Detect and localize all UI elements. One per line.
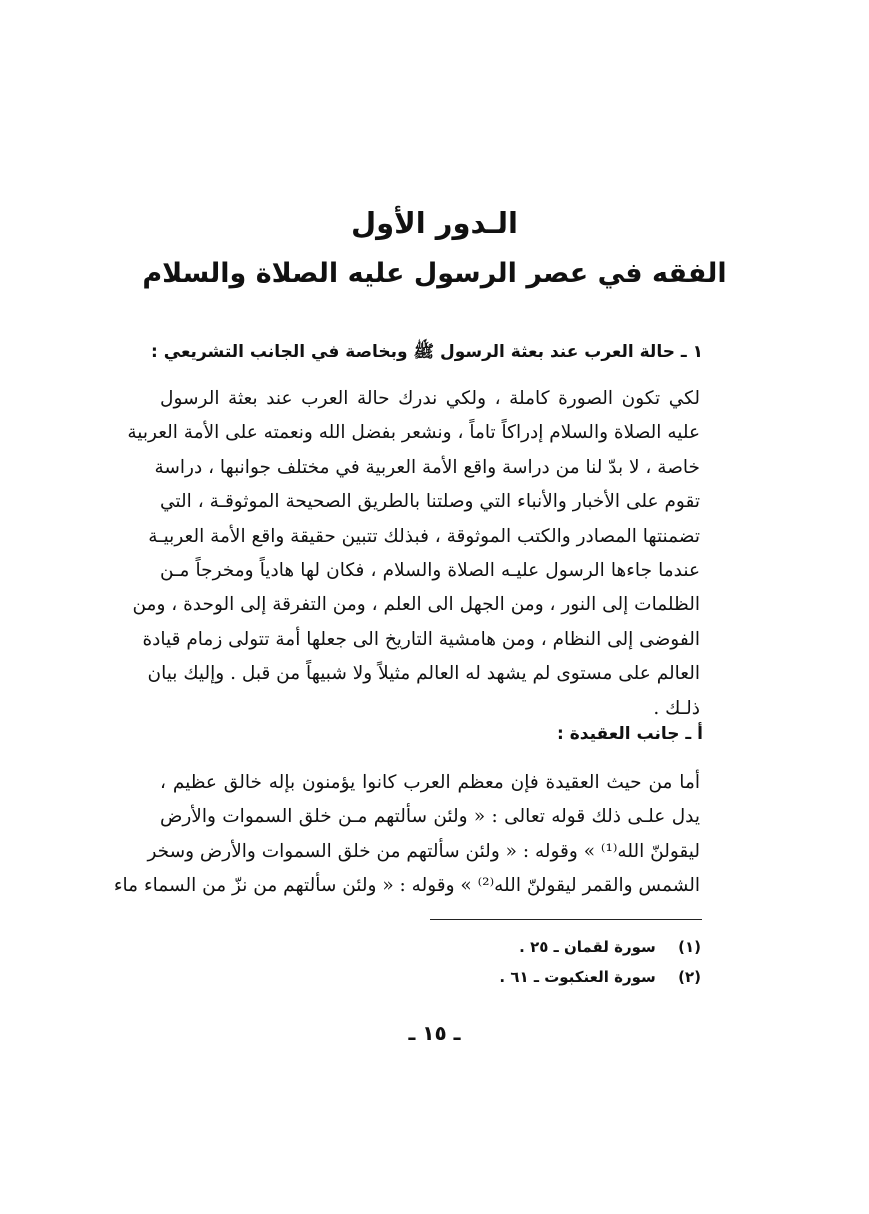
text-line: ذلـك . [653, 697, 700, 719]
footnote-text: سورة العنكبوت ـ ٦١ . [499, 968, 656, 986]
text-line: الظلمات إلى النور ، ومن الجهل الى العلم ، ومن التفرقة إلى الوحدة ، ومن [132, 594, 700, 616]
text-line: ليقولنّ الله⁽¹⁾ » وقوله : « ولئن سألتهم من خلق السموات والأرض وسخر [147, 840, 700, 862]
paragraph-arab-condition [127, 382, 700, 726]
section-heading-arab-condition: ١ ـ حالة العرب عند بعثة الرسول ﷺ وبخاصة في الجانب التشريعي : [151, 342, 703, 362]
section-heading-creed: أ ـ جانب العقيدة : [557, 724, 703, 744]
text-line: تقوم على الأخبار والأنباء التي وصلتنا بالطريق الصحيحة الموثوقـة ، التي [160, 491, 700, 513]
text-line: عليه الصلاة والسلام إدراكاً تاماً ، ونشعر بفضل الله ونعمته على الأمة العربية [127, 422, 700, 444]
text-line: لكي تكون الصورة كاملة ، ولكي ندرك حالة العرب عند بعثة الرسول [160, 388, 700, 409]
text-line: العالم على مستوى لم يشهد له العالم مثيلاً ولا شبيهاً من قبل . وإليك بيان [147, 663, 700, 685]
page-number: ـ ١٥ ـ [408, 1021, 461, 1045]
footnote-text: سورة لقمان ـ ٢٥ . [519, 938, 656, 956]
text-line: الفوضى إلى النظام ، ومن هامشية التاريخ الى جعلها أمة تتولى زمام قيادة [142, 628, 700, 650]
text-line: أما من حيث العقيدة فإن معظم العرب كانوا يؤمنون بإله خالق عظيم ، [160, 772, 700, 793]
footnote-item [301, 932, 701, 962]
footnote-number: (١) [678, 938, 701, 956]
text-line: عندما جاءها الرسول عليـه الصلاة والسلام ، فكان لها هادياً ومخرجاً مـن [160, 559, 700, 581]
text-line: خاصة ، لا بدّ لنا من دراسة واقع الأمة العربية في مختلف جوانبها ، دراسة [154, 456, 700, 478]
chapter-title: الـدور الأول [350, 206, 519, 240]
footnote-number: (٢) [678, 968, 701, 986]
footnote-divider [430, 919, 702, 920]
paragraph-creed [113, 766, 700, 904]
text-line: تضمنتها المصادر والكتب الموثوقة ، فبذلك تتبين حقيقة واقع الأمة العربيـة [148, 525, 700, 547]
footnotes [301, 932, 701, 992]
chapter-subtitle: الفقه في عصر الرسول عليه الصلاة والسلام [142, 258, 727, 289]
text-line: يدل علـى ذلك قوله تعالى : « ولئن سألتهم مـن خلق السموات والأرض [160, 806, 700, 828]
footnote-item [301, 962, 701, 992]
text-line: الشمس والقمر ليقولنّ الله⁽²⁾ » وقوله : « ولئن سألتهم من نزّ من السماء ماء [113, 875, 700, 897]
